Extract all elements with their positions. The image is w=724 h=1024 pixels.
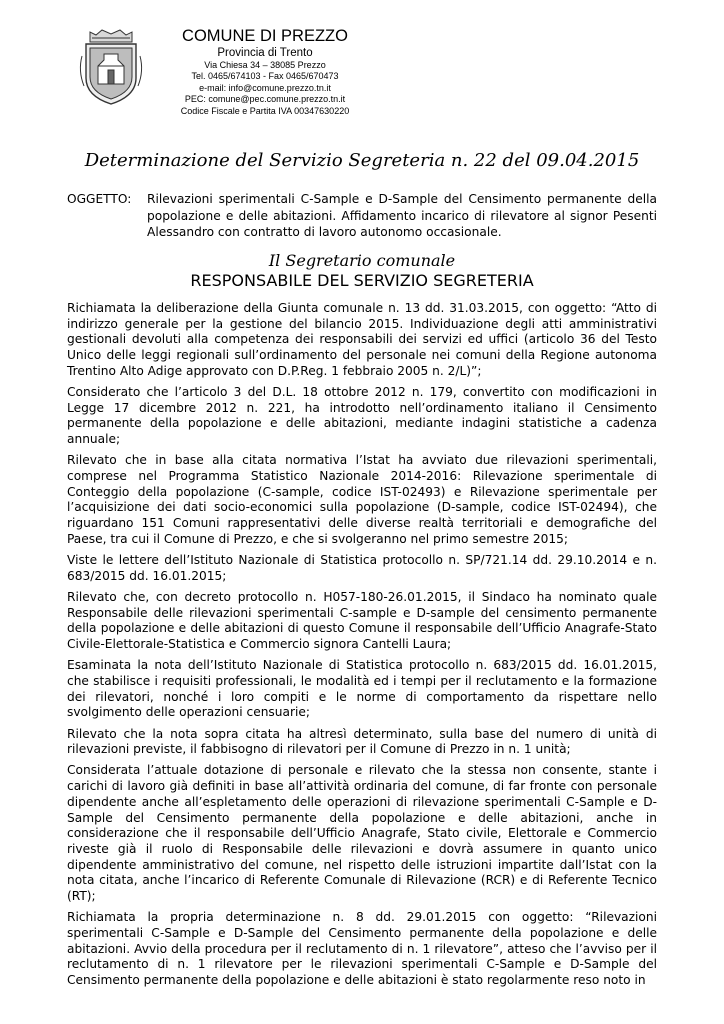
letterhead <box>150 26 380 117</box>
paragraph: Richiamata la deliberazione della Giunta comunale n. 13 dd. 31.03.2015, con oggetto: “Atto di indirizzo generale per la gestione del bilancio 2015. Individuazione degli atti amministrativi gestionali devoluti alla competenza dei responsabili dei servizi ed uffici (articolo 36 del Testo Unico delle leggi regionali sull’ordinamento del personale nei comuni della Regione autonoma Trentino Alto Adige approvato con D.P.Reg. 1 febbraio 2005 n. 2/L)”; <box>67 301 657 378</box>
subject-block <box>67 191 657 241</box>
paragraph: Rilevato che, con decreto protocollo n. H057-180-26.01.2015, il Sindaco ha nominato quale Responsabile delle rilevazioni sperimentali C-sample e D-sample del censimento permanente della popolazione e delle abitazioni di questo Comune il responsabile dell’Ufficio Anagrafe-Stato Civile-Elettorale-Statistica e Commercio signora Cantelli Laura; <box>67 589 657 652</box>
subject-label: OGGETTO: <box>67 192 132 206</box>
paragraph: Richiamata la propria determinazione n. 8 dd. 29.01.2015 con oggetto: “Rilevazioni sperimentali C-Sample e D-Sample del Censimento permanente della popolazione e delle abitazioni. Avvio della procedura per il reclutamento di n. 1 rilevatore”, atteso che l’avviso per il reclutamento di n. 1 rilevatore per le rilevazioni sperimentali C-Sample e D-Sample del Censimento permanente della popolazione e delle abitazioni è stato regolarmente reso noto in <box>67 910 657 988</box>
paragraph: Rilevato che in base alla citata normativa l’Istat ha avviato due rilevazioni sperimentali, comprese nel Programma Statistico Nazionale 2014-2016: Rilevazione sperimentale di Conteggio della popolazione (C-sample, codice IST-02493) e Rilevazione sperimentale per l’acquisizione dei dati socio-economici sulla popolazione (D-sample, codice IST-02494), che riguardano 151 Comuni rappresentativi delle diverse realtà territoriali e demografiche del Paese, tra cui il Comune di Prezzo, e che si svolgeranno nel primo semestre 2015; <box>67 453 657 546</box>
address: Via Chiesa 34 – 38085 Prezzo <box>204 60 326 70</box>
issuer-title: Il Segretario comunale <box>268 251 456 270</box>
province: Provincia di Trento <box>217 47 313 59</box>
phone-fax: Tel. 0465/674103 - Fax 0465/670473 <box>191 71 339 82</box>
municipal-crest-icon <box>76 26 146 108</box>
email: e-mail: info@comune.prezzo.tn.it <box>199 82 331 93</box>
tax-code: Codice Fiscale e Partita IVA 00347630220 <box>180 105 350 116</box>
document-title: Determinazione del Servizio Segreteria n. 22 del 09.04.2015 <box>84 150 640 171</box>
issuer-role: RESPONSABILE DEL SERVIZIO SEGRETERIA <box>190 271 534 290</box>
document-body <box>67 301 657 994</box>
paragraph: Considerata l’attuale dotazione di personale e rilevato che la stessa non consente, stante i carichi di lavoro già definiti in base all’attività ordinaria del comune, di far fronte con personale dipendente anche all’espletamento delle operazioni di rilevazione sperimentali C-Sample e D-Sample del Censimento permanente della popolazione e delle abitazioni, anche in considerazione che il responsabile dell’Ufficio Anagrafe, Stato civile, Elettorale e Commercio riveste già il ruolo di Responsabile delle rilevazioni e dovrà assumere in quanto unico dipendente amministrativo del comune, nel rispetto delle istruzioni impartite dall’Istat con la nota citata, anche l’incarico di Referente Comunale di Rilevazione (RCR) e di Referente Tecnico (RT); <box>67 763 657 904</box>
paragraph: Considerato che l’articolo 3 del D.L. 18 ottobre 2012 n. 179, convertito con modificazioni in Legge 17 dicembre 2012 n. 221, ha introdotto nell’ordinamento italiano il Censimento permanente della popolazione e delle abitazioni, mediante indagini statistiche a cadenza annuale; <box>67 385 657 447</box>
pec-email: PEC: comune@pec.comune.prezzo.tn.it <box>184 94 346 105</box>
municipality-name: COMUNE DI PREZZO <box>182 27 348 45</box>
paragraph: Viste le lettere dell’Istituto Nazionale di Statistica protocollo n. SP/721.14 dd. 29.10.2014 e n. 683/2015 dd. 16.01.2015; <box>67 553 657 583</box>
subject-text: Rilevazioni sperimentali C-Sample e D-Sample del Censimento permanente della popolazione e delle abitazioni. Affidamento incarico di rilevatore al signor Pesenti Alessandro con contratto di lavoro autonomo occasionale. <box>147 192 657 239</box>
paragraph: Rilevato che la nota sopra citata ha altresì determinato, sulla base del numero di unità di rilevazioni previste, il fabbisogno di rilevatori per il Comune di Prezzo in n. 1 unità; <box>67 726 657 757</box>
paragraph: Esaminata la nota dell’Istituto Nazionale di Statistica protocollo n. 683/2015 dd. 16.01.2015, che stabilisce i requisiti professionali, le modalità ed i tempi per il reclutamento e la formazione dei rilevatori, nonché i loro compiti e le norme di comportamento da rispettare nello svolgimento delle operazioni censuarie; <box>67 658 657 720</box>
